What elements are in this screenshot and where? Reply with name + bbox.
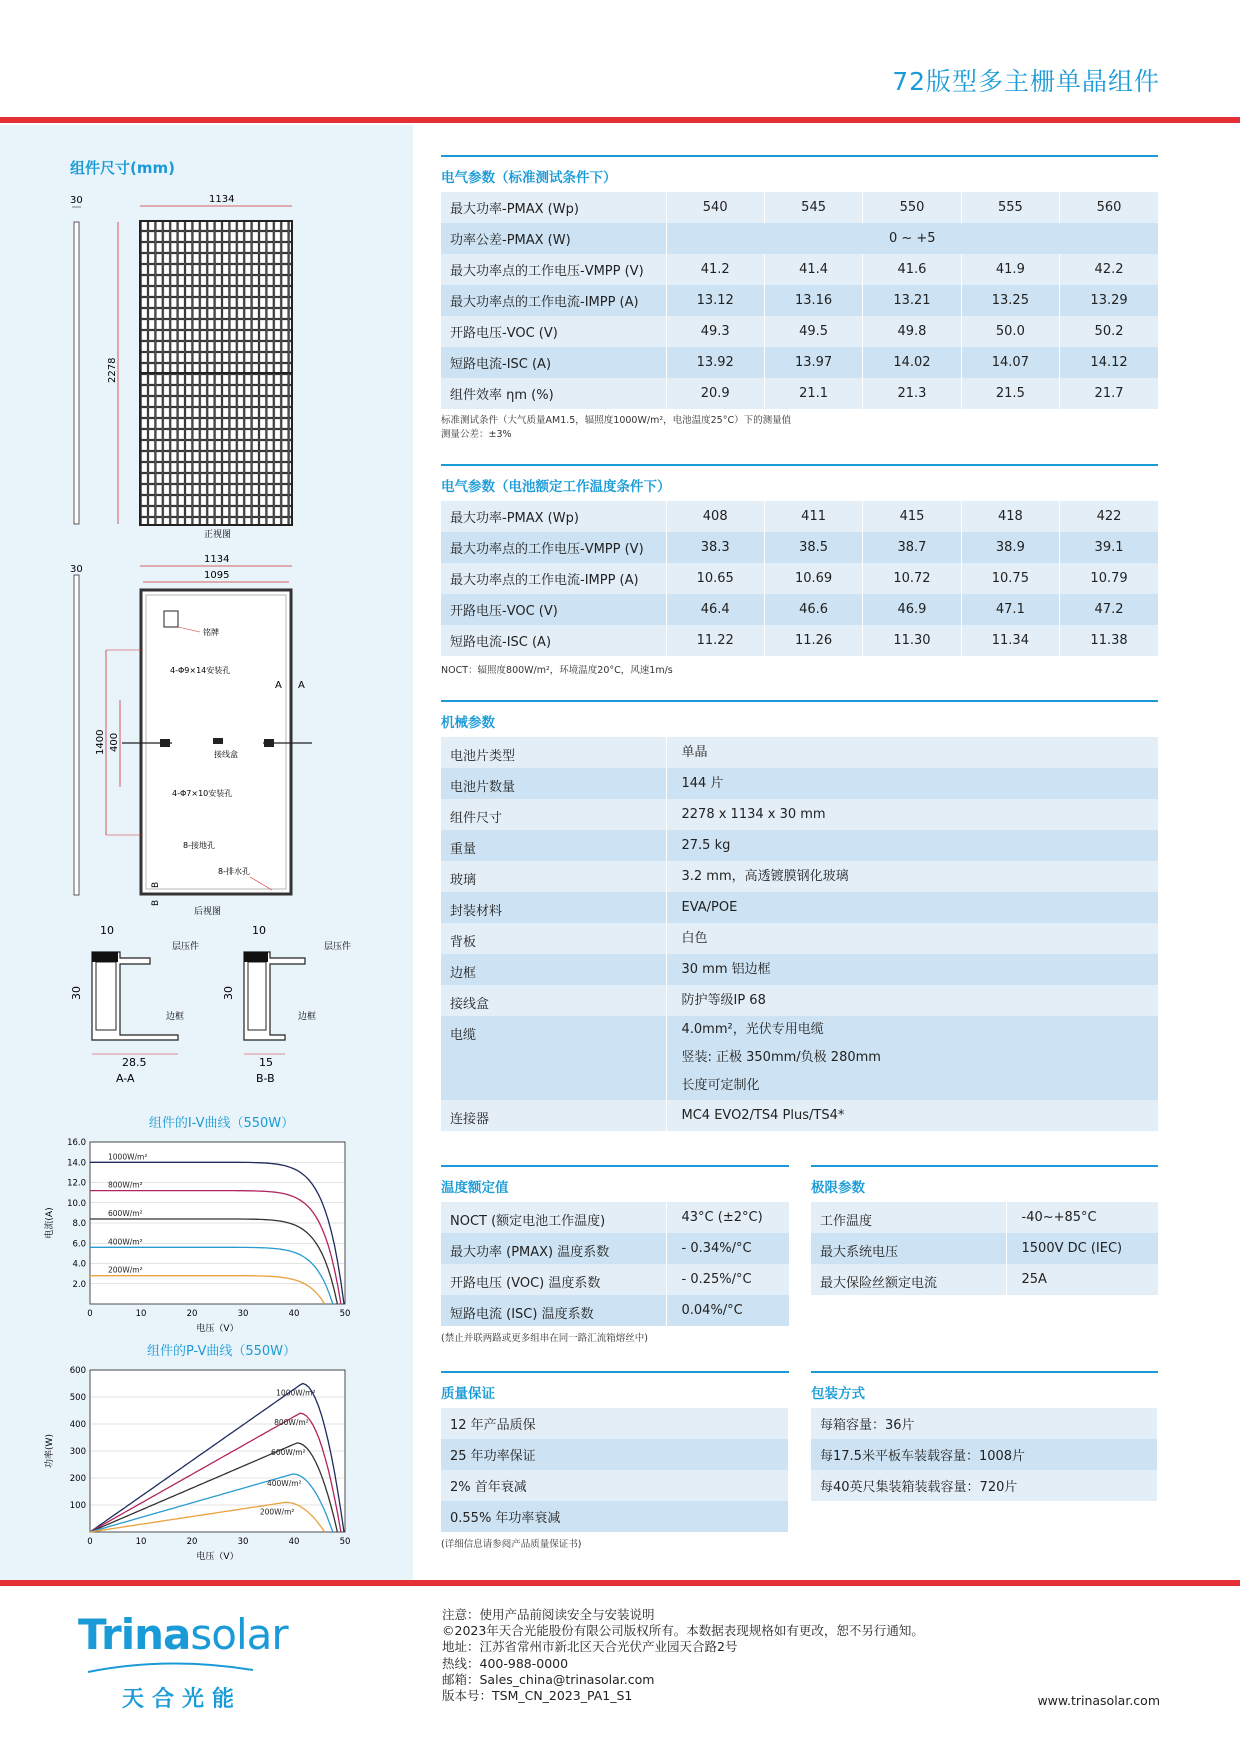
y-axis-label: 功率(W) <box>45 1434 55 1468</box>
noct-note: NOCT：辐照度800W/m²，环境温度20°C，风速1m/s <box>441 665 673 676</box>
drain-hole-label: 8-排水孔 <box>218 867 250 876</box>
profile-b-drawing <box>222 924 351 1085</box>
packing-title: 包装方式 <box>811 1386 865 1402</box>
row-value: 42.2 <box>1060 254 1158 285</box>
y-tick-label: 400 <box>69 1420 86 1430</box>
x-tick-label: 20 <box>186 1309 198 1319</box>
profile-b-laminate-label: 层压件 <box>324 942 352 952</box>
table-row <box>441 1501 789 1532</box>
row-label: 最大功率点的工作电流-IMPP (A) <box>441 563 666 594</box>
noct-table <box>441 501 1158 656</box>
row-value-line: 25A <box>1021 1271 1047 1287</box>
x-tick-label: 50 <box>339 1309 351 1319</box>
row-value: 415 <box>863 501 961 532</box>
table-row <box>811 1408 1158 1439</box>
back-thickness-label: 30 <box>70 564 83 575</box>
y-tick-label: 2.0 <box>72 1279 86 1290</box>
front-view-drawing <box>70 194 292 540</box>
row-value: 50.0 <box>961 316 1059 347</box>
row-value: 46.9 <box>863 594 961 625</box>
row-value <box>666 923 1158 954</box>
row-value: 10.65 <box>666 563 764 594</box>
row-value <box>666 985 1158 1016</box>
footer-line: 邮箱：Sales_china@trinasolar.com <box>442 1671 655 1687</box>
warranty-section <box>441 1371 789 1552</box>
row-value-line: 防护等级IP 68 <box>681 992 766 1008</box>
y-tick-label: 100 <box>69 1501 86 1511</box>
row-label: 工作温度 <box>811 1202 1006 1233</box>
warranty-title: 质量保证 <box>441 1386 495 1402</box>
row-value: 550 <box>863 192 961 223</box>
row-value <box>666 799 1158 830</box>
row-value-line: 长度可定制化 <box>681 1078 760 1093</box>
row-value: 14.12 <box>1060 347 1158 378</box>
x-tick-label: 30 <box>237 1537 249 1547</box>
y-tick-label: 600 <box>69 1366 86 1376</box>
limits-section <box>811 1165 1158 1295</box>
footer-line: 注意：使用产品前阅读安全与安装说明 <box>442 1607 655 1622</box>
footer-line: 热线：400-988-0000 <box>442 1655 569 1671</box>
row-value: 10.79 <box>1060 563 1158 594</box>
row-label: 组件效率 ηm (%) <box>441 378 666 409</box>
y-tick-label: 500 <box>69 1393 86 1403</box>
row-text: 每箱容量：36片 <box>811 1408 1158 1439</box>
row-value: 47.1 <box>961 594 1059 625</box>
x-tick-label: 0 <box>87 1309 93 1319</box>
back-view-drawing <box>70 554 312 917</box>
row-value-line: 43°C (±2°C) <box>681 1209 763 1225</box>
table-row <box>441 1016 1158 1100</box>
profile-b-bottom-label: 15 <box>259 1056 273 1069</box>
mech-table <box>441 737 1158 1131</box>
row-text: 每40英尺集装箱装载容量：720片 <box>811 1470 1158 1501</box>
row-value-line: - 0.25%/°C <box>681 1271 752 1287</box>
front-height-label: 2278 <box>107 357 118 383</box>
row-value: 422 <box>1060 501 1158 532</box>
y-tick-label: 12.0 <box>67 1178 86 1189</box>
row-text: 0.55% 年功率衰减 <box>441 1501 789 1532</box>
x-tick-label: 10 <box>135 1309 147 1319</box>
row-value: 21.3 <box>863 378 961 409</box>
row-label: 最大功率 (PMAX) 温度系数 <box>441 1233 666 1264</box>
row-value: 39.1 <box>1060 532 1158 563</box>
row-value: 38.7 <box>863 532 961 563</box>
front-thickness-label: 30 <box>70 195 83 206</box>
row-value: 38.5 <box>764 532 862 563</box>
row-value <box>666 1202 789 1233</box>
profile-b-height-label: 30 <box>222 986 235 1000</box>
mech-title: 机械参数 <box>441 715 495 731</box>
row-value-line: 2278 x 1134 x 30 mm <box>681 806 826 822</box>
logo-sub: solar <box>190 1610 288 1659</box>
table-row <box>441 830 1158 861</box>
row-value: 38.3 <box>666 532 764 563</box>
table-row <box>441 625 1158 656</box>
row-value <box>666 954 1158 985</box>
table-row <box>811 1470 1158 1501</box>
profile-b-frame-label: 边框 <box>298 1012 317 1022</box>
table-row <box>441 501 1158 532</box>
table-row <box>441 223 1158 254</box>
section-a-label: A <box>275 680 282 691</box>
table-row <box>441 347 1158 378</box>
row-value-line: 27.5 kg <box>681 837 731 853</box>
row-value-line: 0.04%/°C <box>681 1302 743 1318</box>
front-view-caption: 正视图 <box>204 530 232 540</box>
row-label: 接线盒 <box>441 985 666 1016</box>
trina-logo <box>78 1610 288 1713</box>
row-value: 13.21 <box>863 285 961 316</box>
profile-a-drawing <box>70 924 199 1085</box>
row-label: NOCT (额定电池工作温度) <box>441 1202 666 1233</box>
row-value-line: 1500V DC (IEC) <box>1021 1240 1123 1256</box>
limits-table <box>811 1202 1158 1295</box>
profile-a-top-label: 10 <box>100 924 114 937</box>
row-value: 418 <box>961 501 1059 532</box>
x-tick-label: 30 <box>237 1309 249 1319</box>
table-row <box>441 192 1158 223</box>
row-value-line: EVA/POE <box>681 899 738 915</box>
row-value: 13.97 <box>764 347 862 378</box>
profile-a-name: A-A <box>116 1072 135 1085</box>
row-value: 10.69 <box>764 563 862 594</box>
table-row <box>441 1408 789 1439</box>
row-label: 背板 <box>441 923 666 954</box>
footer-line: 版本号：TSM_CN_2023_PA1_S1 <box>442 1688 633 1704</box>
logo-main: Trina <box>78 1610 191 1659</box>
series-label: 600W/m² <box>271 1447 306 1457</box>
row-value <box>666 1100 1158 1131</box>
y-tick-label: 200 <box>69 1474 86 1484</box>
table-row <box>441 737 1158 768</box>
y-axis-label: 电流(A) <box>45 1207 55 1239</box>
table-row <box>441 799 1158 830</box>
section-b-label-2: B <box>151 899 161 906</box>
table-row <box>441 985 1158 1016</box>
row-value: 560 <box>1060 192 1158 223</box>
row-value: 46.4 <box>666 594 764 625</box>
row-label: 最大系统电压 <box>811 1233 1006 1264</box>
row-value <box>666 830 1158 861</box>
table-row <box>441 1202 789 1233</box>
x-tick-label: 20 <box>186 1537 198 1547</box>
back-h2-label: 400 <box>109 732 120 752</box>
row-value <box>666 1016 1158 1100</box>
row-label: 开路电压-VOC (V) <box>441 316 666 347</box>
row-label: 最大功率点的工作电流-IMPP (A) <box>441 285 666 316</box>
ground-hole-label: 8-接地孔 <box>183 841 215 850</box>
row-text: 每17.5米平板车装载容量：1008片 <box>811 1439 1158 1470</box>
stc-table <box>441 192 1158 409</box>
iv-chart-title: 组件的I-V曲线（550W） <box>148 1116 295 1131</box>
series-label: 200W/m² <box>259 1507 295 1517</box>
row-text: 25 年功率保证 <box>441 1439 789 1470</box>
table-row <box>441 254 1158 285</box>
row-value <box>1006 1202 1158 1233</box>
series-label: 400W/m² <box>266 1478 302 1488</box>
row-value: 14.07 <box>961 347 1059 378</box>
y-tick-label: 4.0 <box>72 1259 86 1270</box>
row-value: 13.16 <box>764 285 862 316</box>
row-value: 14.02 <box>863 347 961 378</box>
row-label: 最大功率-PMAX (Wp) <box>441 192 666 223</box>
row-value <box>1006 1233 1158 1264</box>
row-label: 边框 <box>441 954 666 985</box>
table-row <box>441 316 1158 347</box>
logo-chinese: 天合光能 <box>122 1687 243 1712</box>
row-text: 2% 首年衰减 <box>441 1470 789 1501</box>
table-row <box>441 768 1158 799</box>
y-tick-label: 16.0 <box>67 1138 86 1148</box>
temp-section <box>441 1165 789 1346</box>
row-value: 20.9 <box>666 378 764 409</box>
row-value-line: - 0.34%/°C <box>681 1240 752 1256</box>
back-side-profile <box>74 575 79 895</box>
row-value-line: 白色 <box>681 930 708 946</box>
series-label: 800W/m² <box>108 1180 143 1190</box>
pv-chart-title: 组件的P-V曲线（550W） <box>146 1344 297 1359</box>
row-value: 13.12 <box>666 285 764 316</box>
mount-hole-label-2: 4-Φ7×10安装孔 <box>172 789 233 798</box>
row-label: 电池片类型 <box>441 737 666 768</box>
logo-swoosh <box>78 1660 258 1674</box>
row-value: 49.3 <box>666 316 764 347</box>
profile-a-bottom-label: 28.5 <box>122 1056 147 1069</box>
row-value: 540 <box>666 192 764 223</box>
table-row <box>441 923 1158 954</box>
x-tick-label: 10 <box>135 1537 147 1547</box>
row-value: 21.5 <box>961 378 1059 409</box>
row-value: 41.2 <box>666 254 764 285</box>
row-label: 封装材料 <box>441 892 666 923</box>
footer-notes <box>442 1607 924 1704</box>
row-value <box>1006 1264 1158 1295</box>
x-axis-label: 电压（V） <box>196 1324 239 1333</box>
series-label: 1000W/m² <box>276 1388 316 1398</box>
mech-section <box>441 700 1158 1131</box>
row-value: 0 ~ +5 <box>666 223 1158 254</box>
row-value: 11.38 <box>1060 625 1158 656</box>
row-value <box>666 1233 789 1264</box>
row-label: 最大功率点的工作电压-VMPP (V) <box>441 254 666 285</box>
row-value-line: 竖装: 正极 350mm/负极 280mm <box>681 1050 881 1065</box>
iv-chart <box>0 1128 413 1333</box>
section-b-label: B <box>151 881 161 888</box>
row-label: 组件尺寸 <box>441 799 666 830</box>
stc-section <box>441 155 1158 442</box>
row-value: 11.22 <box>666 625 764 656</box>
table-row <box>811 1264 1158 1295</box>
nameplate-label: 铭牌 <box>203 628 219 637</box>
pv-chart <box>0 1356 413 1566</box>
row-label: 玻璃 <box>441 861 666 892</box>
y-tick-label: 10.0 <box>67 1198 86 1209</box>
row-value: 13.25 <box>961 285 1059 316</box>
warranty-table <box>441 1408 789 1532</box>
row-value: 41.6 <box>863 254 961 285</box>
y-tick-label: 8.0 <box>72 1219 86 1229</box>
row-value: 50.2 <box>1060 316 1158 347</box>
table-row <box>441 285 1158 316</box>
dimensions-title: 组件尺寸(mm) <box>70 159 175 177</box>
packing-section <box>811 1371 1158 1501</box>
table-row <box>441 892 1158 923</box>
row-value: 11.34 <box>961 625 1059 656</box>
stc-note-1: 标准测试条件（大气质量AM1.5，辐照度1000W/m²，电池温度25°C）下的测量值 <box>441 415 792 426</box>
table-row <box>811 1202 1158 1233</box>
profile-b-name: B-B <box>256 1072 275 1085</box>
row-label: 电池片数量 <box>441 768 666 799</box>
x-tick-label: 50 <box>339 1537 351 1547</box>
row-value <box>666 1295 789 1326</box>
row-value <box>666 1264 789 1295</box>
table-row <box>441 1233 789 1264</box>
table-row <box>441 594 1158 625</box>
row-value: 41.9 <box>961 254 1059 285</box>
y-tick-label: 6.0 <box>72 1239 86 1250</box>
row-label: 开路电压-VOC (V) <box>441 594 666 625</box>
row-label: 连接器 <box>441 1100 666 1131</box>
footer-red-bar <box>0 1580 1240 1586</box>
x-tick-label: 40 <box>288 1309 300 1319</box>
noct-section <box>441 464 1158 678</box>
row-value-line: MC4 EVO2/TS4 Plus/TS4* <box>681 1107 845 1123</box>
profile-a-height-label: 30 <box>70 986 83 1000</box>
back-h1-label: 1400 <box>95 729 106 755</box>
footer-url: www.trinasolar.com <box>1037 1693 1160 1708</box>
row-value: 49.5 <box>764 316 862 347</box>
row-value: 41.4 <box>764 254 862 285</box>
table-row <box>441 1470 789 1501</box>
series-label: 200W/m² <box>108 1265 143 1275</box>
profile-b-top-label: 10 <box>252 924 266 937</box>
front-width-label: 1134 <box>209 194 235 205</box>
packing-table <box>811 1408 1158 1501</box>
table-row <box>441 1100 1158 1131</box>
table-row <box>811 1233 1158 1264</box>
stc-title: 电气参数（标准测试条件下） <box>441 170 617 186</box>
series-label: 400W/m² <box>108 1237 143 1247</box>
profile-a-laminate-label: 层压件 <box>172 942 200 952</box>
row-value-line: 4.0mm²，光伏专用电缆 <box>681 1022 824 1037</box>
y-tick-label: 300 <box>69 1447 86 1457</box>
header-red-bar <box>0 117 1240 123</box>
row-value: 49.8 <box>863 316 961 347</box>
table-row <box>441 378 1158 409</box>
temp-table <box>441 1202 789 1326</box>
row-label: 最大功率点的工作电压-VMPP (V) <box>441 532 666 563</box>
row-value-line: 144 片 <box>681 775 724 791</box>
row-value-line: 30 mm 铝边框 <box>681 961 771 977</box>
row-value: 46.6 <box>764 594 862 625</box>
junction-box-label: 接线盒 <box>214 750 238 759</box>
row-label: 短路电流 (ISC) 温度系数 <box>441 1295 666 1326</box>
nameplate-shape <box>164 611 178 627</box>
x-tick-label: 40 <box>288 1537 300 1547</box>
x-axis-label: 电压（V） <box>196 1552 239 1562</box>
table-row <box>441 532 1158 563</box>
row-value: 13.29 <box>1060 285 1158 316</box>
row-value: 38.9 <box>961 532 1059 563</box>
row-value: 10.72 <box>863 563 961 594</box>
row-value-line: -40~+85°C <box>1021 1209 1097 1225</box>
stc-note-2: 测量公差：±3% <box>441 429 512 440</box>
limits-title: 极限参数 <box>811 1180 865 1196</box>
x-tick-label: 0 <box>87 1537 93 1547</box>
row-value <box>666 768 1158 799</box>
row-value-line: 单晶 <box>681 744 708 760</box>
document-title: 72版型多主栅单晶组件 <box>892 67 1160 96</box>
back-width-label: 1134 <box>204 554 230 565</box>
warranty-note: (详细信息请参阅产品质量保证书) <box>441 1539 582 1550</box>
temp-title: 温度额定值 <box>441 1180 509 1196</box>
y-tick-label: 14.0 <box>67 1158 86 1169</box>
footer-line: ©2023年天合光能股份有限公司版权所有。本数据表现规格如有更改，恕不另行通知。 <box>442 1623 924 1639</box>
front-side-profile <box>74 222 79 524</box>
footer-line: 地址：江苏省常州市新北区天合光伏产业园天合路2号 <box>442 1639 738 1655</box>
table-row <box>811 1439 1158 1470</box>
row-label: 短路电流-ISC (A) <box>441 347 666 378</box>
series-label: 1000W/m² <box>108 1152 148 1162</box>
back-view-caption: 后视图 <box>194 907 222 917</box>
back-inner-width-label: 1095 <box>204 570 230 581</box>
row-label: 重量 <box>441 830 666 861</box>
row-value: 13.92 <box>666 347 764 378</box>
table-row <box>441 861 1158 892</box>
row-value <box>666 892 1158 923</box>
junction-box-shape <box>213 738 223 744</box>
row-label: 功率公差-PMAX (W) <box>441 223 666 254</box>
temp-note: (禁止并联两路或更多组串在同一路汇流箱熔丝中) <box>441 1333 648 1344</box>
row-value-line: 3.2 mm，高透镀膜钢化玻璃 <box>681 868 849 884</box>
row-label: 短路电流-ISC (A) <box>441 625 666 656</box>
row-value: 411 <box>764 501 862 532</box>
row-label: 最大功率-PMAX (Wp) <box>441 501 666 532</box>
row-label: 最大保险丝额定电流 <box>811 1264 1006 1295</box>
row-value: 11.26 <box>764 625 862 656</box>
table-row <box>441 1264 789 1295</box>
row-value: 555 <box>961 192 1059 223</box>
row-value <box>666 737 1158 768</box>
row-label: 电缆 <box>441 1016 666 1100</box>
row-value: 11.30 <box>863 625 961 656</box>
table-row <box>441 563 1158 594</box>
row-value: 21.7 <box>1060 378 1158 409</box>
table-row <box>441 1439 789 1470</box>
mount-hole-label-1: 4-Φ9×14安装孔 <box>170 666 231 675</box>
table-row <box>441 1295 789 1326</box>
dimension-drawings <box>0 125 413 1125</box>
row-value <box>666 861 1158 892</box>
table-row <box>441 954 1158 985</box>
row-value: 545 <box>764 192 862 223</box>
row-text: 12 年产品质保 <box>441 1408 789 1439</box>
row-value: 10.75 <box>961 563 1059 594</box>
row-label: 开路电压 (VOC) 温度系数 <box>441 1264 666 1295</box>
noct-title: 电气参数（电池额定工作温度条件下） <box>441 479 671 495</box>
profile-a-frame-label: 边框 <box>166 1012 185 1022</box>
row-value: 21.1 <box>764 378 862 409</box>
row-value: 408 <box>666 501 764 532</box>
series-label: 600W/m² <box>108 1208 143 1218</box>
section-a-label-2: A <box>298 680 305 691</box>
row-value: 47.2 <box>1060 594 1158 625</box>
series-label: 800W/m² <box>274 1418 309 1428</box>
